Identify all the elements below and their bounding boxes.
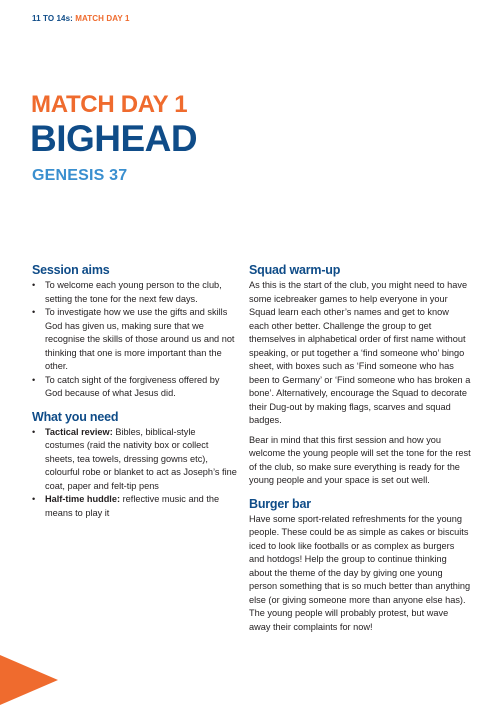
list-item: • To welcome each young person to the club, setting the tone for the next few days. — [32, 280, 222, 304]
bullet-icon: • — [32, 307, 36, 317]
bible-reference: GENESIS 37 — [32, 167, 128, 184]
bullet-icon: • — [32, 374, 36, 385]
match-day-title: MATCH DAY 1 — [31, 91, 188, 118]
what-you-need-heading: What you need — [32, 409, 119, 424]
item-label: Tactical review: — [45, 426, 113, 437]
item-label: Half-time huddle: — [45, 494, 121, 504]
running-head-section: MATCH DAY 1 — [75, 14, 130, 23]
running-head-series: 11 TO 14s: — [32, 14, 73, 23]
session-aims-heading: Session aims — [32, 263, 110, 277]
bullet-icon: • — [32, 280, 36, 290]
session-aims-list — [32, 279, 237, 401]
bullet-icon: • — [32, 426, 36, 437]
squad-warmup-heading: Squad warm-up — [249, 263, 341, 277]
burger-bar-heading: Burger bar — [249, 496, 311, 511]
list-item: • To investigate how we use the gifts and skills God has given us, making sure that we recognise the skills of those around us and not thinking that one is more important than the other. — [32, 307, 235, 371]
list-item: • To catch sight of the forgiveness offered by God because of what Jesus did. — [32, 374, 220, 398]
page-arrow-icon — [0, 655, 58, 705]
left-column — [32, 263, 237, 520]
bullet-icon: • — [32, 494, 36, 504]
paragraph: Bear in mind that this first session and how you welcome the young people will set the tone for the rest of the club, so make sure everything is ready for the young people and your space is set out well. — [249, 434, 471, 485]
right-column — [249, 263, 471, 634]
what-you-need-list — [32, 426, 237, 521]
paragraph: As this is the start of the club, you might need to have some icebreaker games to help everyone in your Squad learn each other’s names and get to know each other better. Challenge the group to get themselves in alphabetical order of first name without speaking, or put together a ‘find someone who’ bingo sheet, with boxes such as ‘Find someone who has been to Germany’ or ‘Find someone who has broken a bone’. Alternatively, encourage the Squad to decorate their Dug-out by making flags, scarves and squad badges. — [249, 280, 471, 425]
session-title: BIGHEAD — [30, 118, 198, 159]
list-item: • Half-time huddle: reflective music and the means to play it — [32, 494, 220, 518]
paragraph: Have some sport-related refreshments for the young people. These could be as simple as cakes or biscuits iced to look like footballs or as complex as burgers and hotdogs! Help the group to continue thinking about the theme of the day by giving one young person something that is so much better than anything else (or giving someone more than anyone else has). The young people will probably protest, but wave away their complaints for now! — [249, 513, 471, 632]
running-head — [32, 14, 130, 23]
list-item: • Tactical review: Bibles, biblical-style costumes (raid the nativity box or collect sheets, tea towels, dressing gowns etc), colourful robe or blanket to act as Joseph’s fine coat, paper and felt-tip pens — [32, 426, 237, 491]
